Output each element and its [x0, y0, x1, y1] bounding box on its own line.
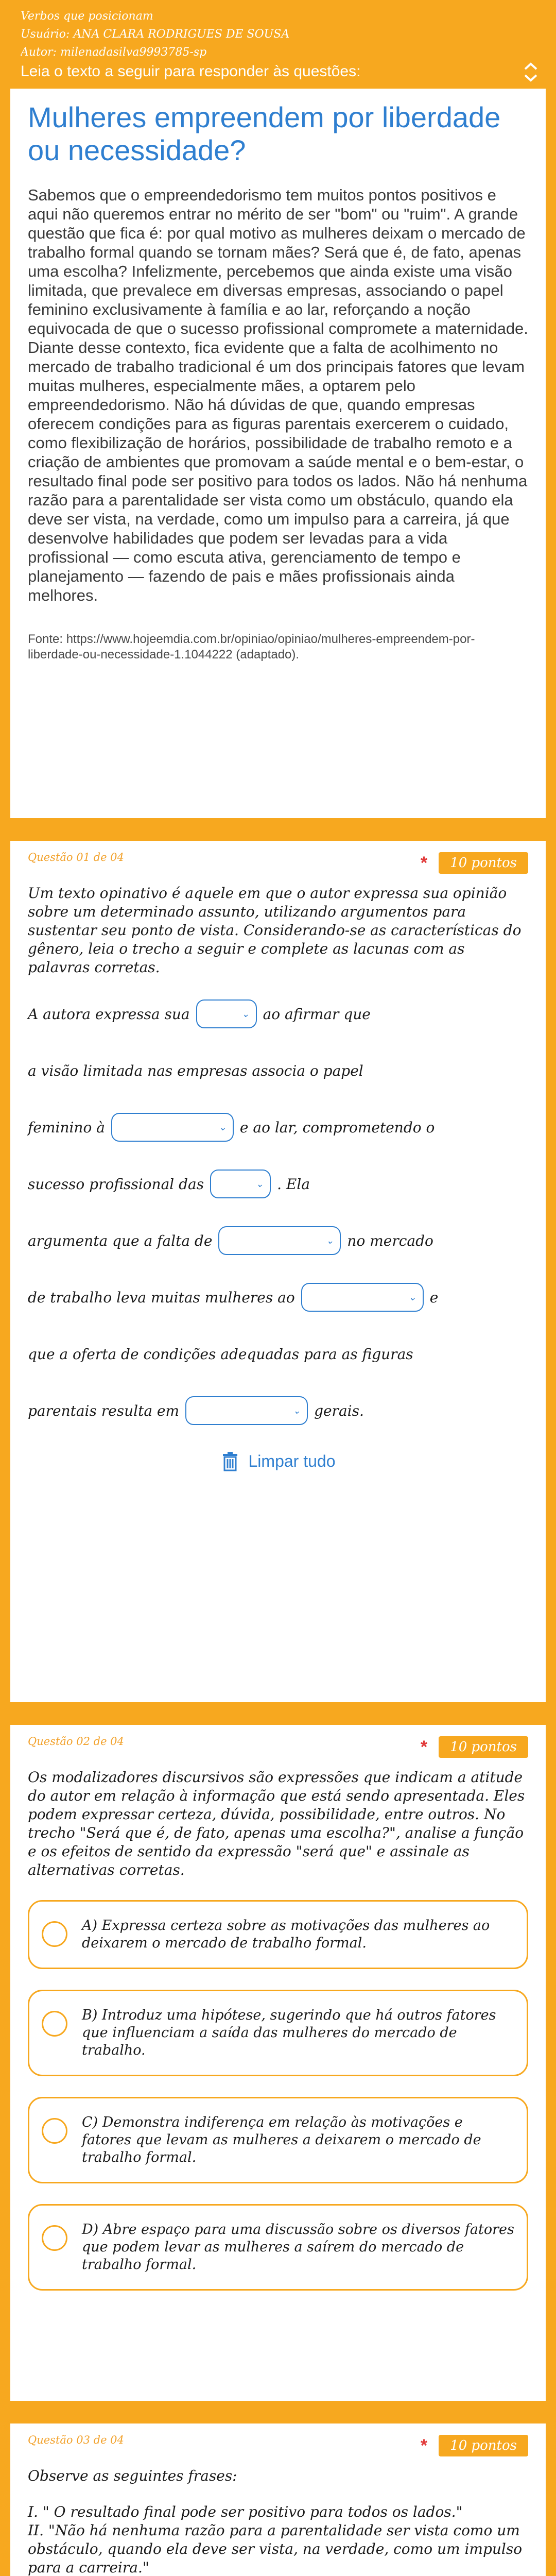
answer-option-b[interactable] [28, 1990, 528, 2076]
text-body: Sabemos que o empreendedorismo tem muitos pontos positivos e aqui não queremos entrar no mérito de ser "bom" ou "ruim". A grande questão que fica é: por qual motivo as mulheres deixam o mercado de trabalho formal quando se tornam mães? Será que é, de fato, apenas uma escolha? Infelizmente, percebemos que ainda existe uma visão limitada, que prevalece em diversas empresas, associando o papel feminino exclusivamente à família e ao lar, reforçando a noção equivocada de que o sucesso profissional compromete a maternidade. Diante desse contexto, fica evidente que a falta de acolhimento no mercado de trabalho tradicional é um dos principais fatores que levam muitas mulheres, especialmente mães, a optarem pelo empreendedorismo. Não há dúvidas de que, quando empresas oferecem condições para as figuras parentais exercerem o cuidado, como flexibilização de horários, possibilidade de trabalho remoto e a criação de ambientes que promovam a saúde mental e o bem-estar, o resultado final pode ser positivo para todos os lados. Não há nenhuma razão para a parentalidade ser vista como um obstáculo, quando ela deve ser vista, na verdade, como um impulso para a carreira, já que desenvolve habilidades que podem ser levadas para a vida profissional — como escuta ativa, gerenciamento de tempo e planejamento — fazendo de pais e mães profissionais ainda melhores. [28, 186, 528, 604]
fill-text: feminino à [28, 1118, 105, 1136]
fill-text: . Ela [277, 1175, 310, 1193]
user-name: Usuário: ANA CLARA RODRIGUES DE SOUSA [21, 28, 290, 41]
question-label: Questão 03 de 04 [28, 2434, 124, 2446]
question-prompt: Os modalizadores discursivos são expressões que indicam a atitude do autor em relação à informação que está sendo apresentada. Eles podem expressar certeza, dúvida, possibilidade, entre outros. No trecho "Será que é, de fato, apenas uma escolha?", analise a função e os efeitos de sentido da expressão "será que" e assinale as alternativas corretas. [28, 1769, 525, 1878]
clear-all-button[interactable] [28, 1451, 528, 1471]
question-2-card [10, 1725, 546, 2401]
answer-option-d[interactable] [28, 2204, 528, 2291]
answer-option-a[interactable] [28, 1900, 528, 1969]
chevron-down-icon: ⌄ [256, 1178, 264, 1190]
question-prompt: Um texto opinativo é aquele em que o autor expressa sua opinião sobre um determinado assunto, utilizando argumentos para sustentar seu ponto de vista. Considerando-se as características do gênero, leia o trecho a seguir e complete as lacunas com as palavras corretas. [28, 885, 522, 976]
fill-text: e [429, 1289, 439, 1306]
chevron-down-icon: ⌄ [408, 1292, 416, 1303]
fill-in-blanks [28, 997, 528, 1427]
clear-all-label: Limpar tudo [248, 1451, 336, 1470]
option-text: C) Demonstra indiferença em relação às motivações e fatores que levam as mulheres a deixarem o mercado de trabalho formal. [82, 2114, 481, 2165]
question-1-card [10, 841, 546, 1702]
required-icon: * [420, 2436, 428, 2455]
chevron-down-icon: ⌄ [292, 1405, 301, 1416]
question-3-card [10, 2424, 546, 2576]
question-phrases: I. " O resultado final pode ser positivo para todos os lados." II. "Não há nenhuma razão para a parentalidade ser vista como um obstáculo, quando ela deve ser vista, na verdade, como um impulso para a carreira." [28, 2503, 523, 2576]
text-source: Fonte: https://www.hojeemdia.com.br/opiniao/opiniao/mulheres-empreendem-por-liberdade-ou-necessidade-1.1044222 (adaptado). [28, 632, 475, 662]
blank-dropdown-4[interactable] [218, 1226, 341, 1255]
fill-text: sucesso profissional das [28, 1175, 204, 1193]
blank-dropdown-6[interactable] [185, 1396, 308, 1425]
points-badge: 10 pontos [439, 2435, 528, 2456]
author-name: Autor: milenadasilva9993785-sp [21, 46, 207, 59]
blank-dropdown-5[interactable] [301, 1283, 424, 1312]
option-text: B) Introduz uma hipótese, sugerindo que há outros fatores que influenciam a saída das mulheres do mercado de trabalho. [82, 2007, 496, 2058]
option-text: A) Expressa certeza sobre as motivações das mulheres ao deixarem o mercado de trabalho formal. [82, 1918, 490, 1951]
blank-dropdown-1[interactable] [196, 999, 257, 1028]
checkbox[interactable] [42, 2011, 67, 2037]
chevron-down-icon: ⌄ [241, 1008, 250, 1020]
question-label: Questão 01 de 04 [28, 851, 124, 863]
reading-text-card [10, 89, 546, 818]
expand-collapse-icon[interactable] [523, 61, 538, 83]
blank-dropdown-3[interactable] [210, 1170, 271, 1198]
question-intro: Observe as seguintes frases: [28, 2467, 237, 2484]
checkbox[interactable] [42, 1921, 67, 1947]
blank-dropdown-2[interactable] [111, 1113, 234, 1142]
header [0, 0, 556, 89]
fill-text: de trabalho leva muitas mulheres ao [28, 1289, 295, 1306]
fill-text: e ao lar, comprometendo o [239, 1118, 435, 1136]
chevron-down-icon: ⌄ [326, 1235, 334, 1246]
fill-text: que a oferta de condições adequadas para as figuras [28, 1345, 413, 1363]
fill-text: A autora expressa sua [28, 1005, 190, 1023]
points-badge: 10 pontos [439, 852, 528, 874]
chevron-down-icon: ⌄ [218, 1122, 227, 1133]
fill-text: gerais. [314, 1402, 364, 1419]
text-title: Mulheres empreendem por liberdade ou necessidade? [28, 101, 501, 166]
fill-text: no mercado [347, 1232, 433, 1249]
fill-text: parentais resulta em [28, 1402, 180, 1419]
checkbox[interactable] [42, 2225, 67, 2251]
fill-text: argumenta que a falta de [28, 1232, 213, 1249]
activity-title: Verbos que posicionam [21, 10, 153, 23]
required-icon: * [420, 853, 428, 873]
answer-option-c[interactable] [28, 2097, 528, 2183]
checkbox[interactable] [42, 2118, 67, 2144]
question-label: Questão 02 de 04 [28, 1735, 124, 1748]
points-badge: 10 pontos [439, 1736, 528, 1758]
fill-text: a visão limitada nas empresas associa o papel [28, 1062, 363, 1079]
trash-icon [221, 1451, 239, 1471]
fill-text: ao afirmar que [263, 1005, 371, 1023]
required-icon: * [420, 1737, 428, 1757]
instruction-text: Leia o texto a seguir para responder às questões: [21, 63, 361, 80]
option-text: D) Abre espaço para uma discussão sobre os diversos fatores que podem levar as mulheres a saírem do mercado de trabalho formal. [82, 2222, 514, 2273]
